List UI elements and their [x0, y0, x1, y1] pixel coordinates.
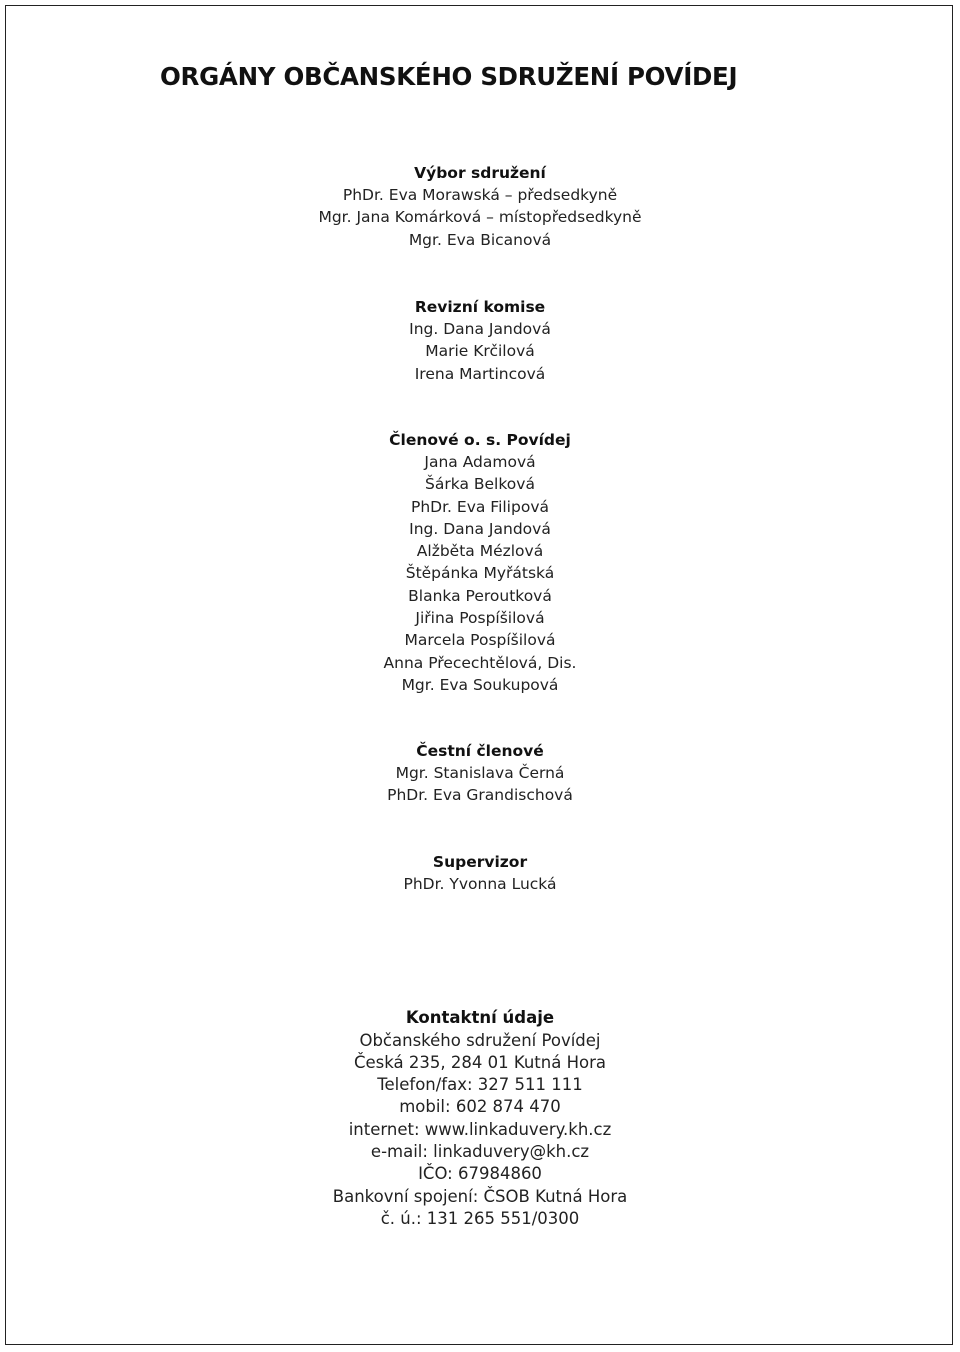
- member-line: Šárka Belková: [425, 475, 535, 494]
- member-line: Jiřina Pospíšilová: [415, 609, 545, 628]
- contact-account: č. ú.: 131 265 551/0300: [380, 1208, 580, 1228]
- member-line: PhDr. Eva Grandischová: [387, 786, 573, 805]
- contact-website: internet: www.linkaduvery.kh.cz: [348, 1119, 612, 1139]
- section-committee: [0, 162, 960, 251]
- member-line: Mgr. Jana Komárková – místopředsedkyně: [318, 208, 642, 227]
- member-line: Mgr. Stanislava Černá: [395, 764, 565, 782]
- member-line: Anna Přecechtělová, Dis.: [383, 653, 577, 672]
- contact-mobile: mobil: 602 874 470: [399, 1097, 561, 1117]
- section-audit-committee: [0, 296, 960, 385]
- contact-address: Česká 235, 284 01 Kutná Hora: [354, 1052, 606, 1072]
- section-heading: Kontaktní údaje: [405, 1008, 555, 1027]
- member-line: Štěpánka Myřátská: [405, 564, 555, 583]
- member-line: PhDr. Eva Morawská – předsedkyně: [342, 186, 618, 204]
- member-line: PhDr. Yvonna Lucká: [403, 875, 557, 893]
- contact-phone: Telefon/fax: 327 511 111: [377, 1075, 583, 1095]
- contact-email: e-mail: linkaduvery@kh.cz: [370, 1141, 590, 1161]
- section-heading: Supervizor: [432, 853, 528, 871]
- member-line: Jana Adamová: [424, 453, 536, 471]
- section-heading: Revizní komise: [414, 298, 546, 316]
- section-contact: [0, 1007, 960, 1230]
- member-line: Marie Krčilová: [425, 342, 535, 361]
- section-heading: Čestní členové: [416, 742, 544, 760]
- member-line: PhDr. Eva Filipová: [410, 497, 549, 516]
- section-heading: Členové o. s. Povídej: [389, 431, 571, 449]
- member-line: Ing. Dana Jandová: [409, 519, 551, 538]
- section-heading: Výbor sdružení: [414, 164, 546, 182]
- member-line: Mgr. Eva Soukupová: [401, 675, 559, 694]
- contact-ico: IČO: 67984860: [418, 1164, 542, 1184]
- member-line: Mgr. Eva Bicanová: [408, 230, 552, 249]
- contact-line: Občanského sdružení Povídej: [359, 1030, 601, 1050]
- member-line: Irena Martincová: [414, 364, 546, 383]
- member-line: Ing. Dana Jandová: [409, 320, 551, 338]
- member-line: Blanka Peroutková: [408, 586, 552, 605]
- page-title: ORGÁNY OBČANSKÉHO SDRUŽENÍ POVÍDEJ: [160, 62, 738, 91]
- section-supervisor: [0, 851, 960, 895]
- section-honorary-members: [0, 740, 960, 807]
- member-line: Alžběta Mézlová: [416, 542, 544, 561]
- contact-bank: Bankovní spojení: ČSOB Kutná Hora: [332, 1186, 628, 1206]
- section-members: [0, 429, 960, 696]
- member-line: Marcela Pospíšilová: [404, 631, 556, 650]
